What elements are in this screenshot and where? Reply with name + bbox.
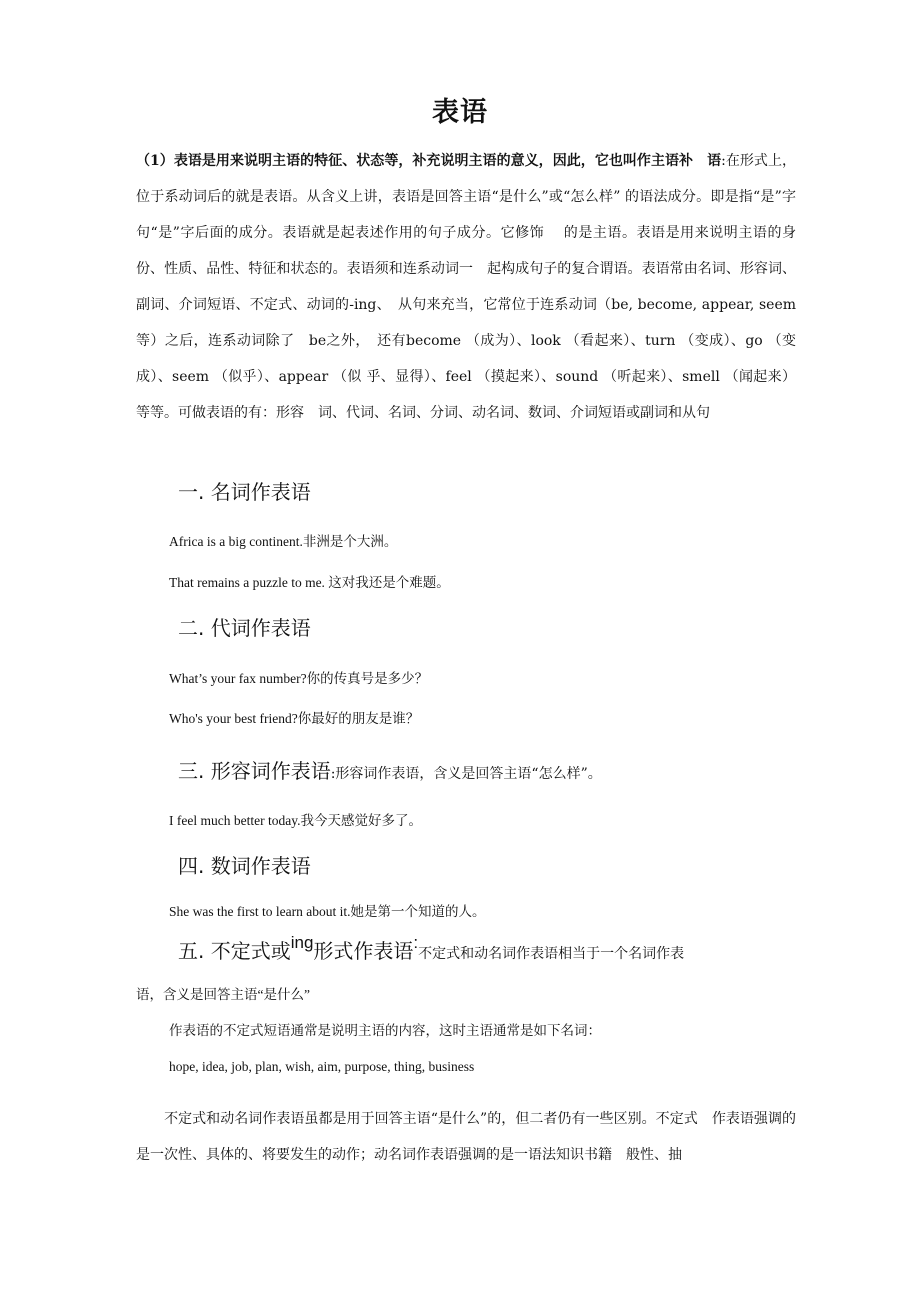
heading-text: 三. 形容词作表语 xyxy=(178,759,331,783)
intro-bold-lead: （1）表语是用来说明主语的特征、状态等，补充说明主语的意义，因此，它也叫作主语补 语 xyxy=(136,153,722,169)
section-heading-noun: 一. 名词作表语 xyxy=(178,480,311,504)
section-heading-adjective xyxy=(178,755,602,784)
heading-note: 不定式和动名词作表语相当于一个名词作表 xyxy=(418,946,685,962)
heading-superscript: ing xyxy=(290,933,314,952)
example-sentence: Who's your best friend?你最好的朋友是谁？ xyxy=(169,711,420,726)
heading-colon: : xyxy=(413,933,419,952)
intro-paragraph xyxy=(136,143,796,431)
heading-text-a: 五. 不定式或 xyxy=(178,939,291,963)
heading-note: :形容词作表语，含义是回答主语“怎么样”。 xyxy=(330,766,602,782)
intro-rest: :在形式上，位于系动词后的就是表语。从含义上讲，表语是回答主语“是什么”或“怎么样” 的语法成分。即是指“是”字句“是”字后面的成分。表语就是起表述作用的句子成分。它修饰 的是主语。表语是用来说明主语的身份、性质、品性、特征和状态的。表语须和连系动词一 起构成句子的复合谓语。表语常由名词、形容词、副词、介词短语、不定式、动词的-ing、 从句来充当，它常位于连系动词（be, become, appear, seem等）之后，连系动词除了 be之外， 还有become （成为）、look （看起来）、turn （变成）、go （变成）、seem （似乎）、appear （似 乎、显得）、feel （摸起来）、sound （听起来）、smell （闻起来）等等。可做表语的有：形容 词、代词、名词、分词、动名词、数词、介词短语或副词和从句 xyxy=(136,153,796,421)
example-sentence: Africa is a big continent.非洲是个大洲。 xyxy=(169,534,398,549)
body-paragraph: 不定式和动名词作表语虽都是用于回答主语“是什么”的，但二者仍有一些区别。不定式 作表语强调的是一次性、具体的、将要发生的动作；动名词作表语强调的是一语法知识书籍 般性、抽 xyxy=(136,1111,796,1163)
continuation-line: 语，含义是回答主语“是什么” xyxy=(136,987,310,1002)
example-sentence: What’s your fax number?你的传真号是多少？ xyxy=(169,671,429,686)
section-heading-infinitive xyxy=(178,933,684,964)
example-sentence: That remains a puzzle to me. 这对我还是个难题。 xyxy=(169,575,450,590)
section-heading-pronoun: 二. 代词作表语 xyxy=(178,616,311,640)
page-title: 表语 xyxy=(432,97,488,128)
example-sentence: I feel much better today.我今天感觉好多了。 xyxy=(169,813,422,828)
heading-text-b: 形式作表语 xyxy=(313,939,414,963)
example-sentence: She was the first to learn about it.她是第一个知道的人。 xyxy=(169,904,486,919)
body-line: 作表语的不定式短语通常是说明主语的内容，这时主语通常是如下名词： xyxy=(169,1023,601,1038)
body-line: hope, idea, job, plan, wish, aim, purpose, thing, business xyxy=(169,1059,475,1074)
section-heading-numeral: 四. 数词作表语 xyxy=(178,854,311,878)
